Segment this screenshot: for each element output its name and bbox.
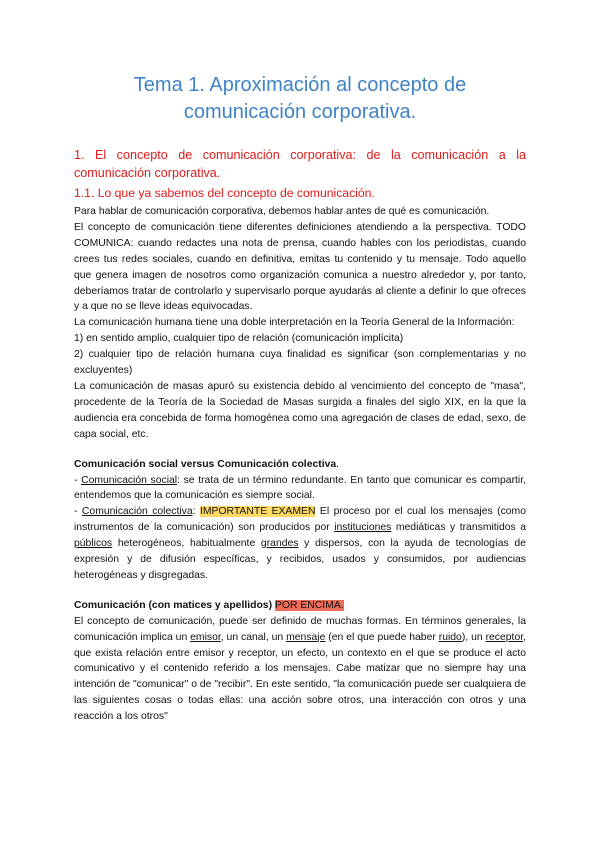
bold-heading bbox=[74, 598, 526, 614]
text-run: y dispersos, con la ayuda de tecnologías de expresión y de difusión específicas, y recibidos, usados y consumidos, por audiencias heterogéneas y disgregadas. bbox=[74, 538, 526, 581]
paragraph: Para hablar de comunicación corporativa, debemos hablar antes de qué es comunicación. bbox=[74, 206, 490, 217]
heading-dot: . bbox=[336, 458, 340, 470]
document-title bbox=[60, 72, 540, 126]
list-item: 2) cualquier tipo de relación humana cuya finalidad es significar (son complementarias y no excluyentes) bbox=[74, 349, 526, 377]
definition-text: : se trata de un término redundante. En tanto que comunicar es compartir, entendemos que la comunicación es siempre social. bbox=[74, 474, 526, 502]
text-run: , que exista relación entre emisor y receptor, un efecto, un contexto en el que se produce el acto comunicativo y el contenido referido a los mensajes. Cabe matizar que no siempre hay una intención de "comunicar" o de "recibir". En este sentido, "la comunicación puede ser cualquiera de las siguientes cosas o todas ellas: una acción sobre otros, una interacción con otros y una reacción a los otros" bbox=[74, 631, 526, 723]
colon: : bbox=[192, 506, 196, 518]
highlight-important: IMPORTANTE EXAMEN bbox=[199, 506, 316, 518]
list-item: 1) en sentido amplio, cualquier tipo de relación (comunicación implícita) bbox=[74, 333, 404, 345]
bold-heading-text: Comunicación (con matices y apellidos) bbox=[74, 599, 273, 611]
subsection-heading: 1.1. Lo que ya sabemos del concepto de comunicación. bbox=[74, 186, 375, 200]
section-heading: 1. El concepto de comunicación corporativa: de la comunicación a la comunicación corporativa. bbox=[74, 148, 526, 180]
document-body bbox=[74, 146, 526, 725]
definition-item bbox=[74, 473, 526, 505]
definition-item bbox=[74, 504, 526, 584]
title-line-1: Tema 1. Aproximación al concepto de bbox=[133, 74, 467, 96]
term-underlined: Comunicación colectiva bbox=[81, 506, 193, 518]
text-run: heterogéneos, habitualmente bbox=[112, 538, 261, 550]
paragraph: El concepto de comunicación tiene diferentes definiciones atendiendo a la perspectiva. TODO COMUNICA: cuando redactes una nota de prensa, cuando hables con los periodistas, cuando crees tus redes sociales, cuando en definitiva, emitas tu contenido y tu mensaje. Todo aquello que genera imagen de nosotros como organización comunica a nuestro alrededor y, por tanto, deberíamos tratar de controlarlo y supervisarlo porque ayudarás al cliente a definir lo que ofreces y a que no se lleve ideas equivocadas. bbox=[74, 221, 526, 313]
text-run: El concepto de comunicación, puede ser definido de muchas formas. En términos generales, la comunicación implica un bbox=[74, 615, 526, 643]
text-run: (en el que puede haber bbox=[325, 631, 439, 643]
bold-heading-text: Comunicación social versus Comunicación colectiva bbox=[74, 458, 337, 470]
text-run: ), un bbox=[461, 631, 486, 643]
text-run: El proceso por el cual los mensajes (como instrumentos de la comunicación) son producidos por bbox=[74, 506, 526, 534]
underlined-word: mensaje bbox=[286, 631, 326, 643]
paragraph: La comunicación de masas apuró su existencia debido al vencimiento del concepto de "masa", procedente de la Teoría de la Sociedad de Masas surgida a finales del siglo XIX, en la que la audiencia era concebida de forma homogénea como una agregación de clases de edad, sexo, de capa social, etc. bbox=[74, 380, 526, 440]
paragraph: La comunicación humana tiene una doble interpretación en la Teoría General de la Información: bbox=[74, 317, 515, 329]
dash: - bbox=[74, 474, 82, 486]
title-line-2: comunicación corporativa. bbox=[183, 101, 417, 123]
text-run: mediáticas y transmitidos a bbox=[391, 522, 526, 534]
underlined-word: emisor bbox=[190, 631, 221, 643]
underlined-word: receptor bbox=[485, 631, 524, 643]
underlined-word: instituciones bbox=[334, 522, 392, 534]
spacer bbox=[74, 443, 526, 457]
term-underlined: Comunicación social bbox=[81, 474, 178, 486]
bold-heading bbox=[74, 457, 526, 473]
underlined-word: ruido bbox=[438, 631, 462, 643]
dash: - bbox=[74, 506, 82, 518]
spacer bbox=[74, 584, 526, 598]
underlined-word: públicos bbox=[74, 538, 113, 550]
underlined-word: grandes bbox=[260, 538, 299, 550]
paragraph bbox=[74, 614, 526, 725]
text-run: , un canal, un bbox=[220, 631, 287, 643]
highlight-por-encima: POR ENCIMA. bbox=[274, 599, 344, 611]
